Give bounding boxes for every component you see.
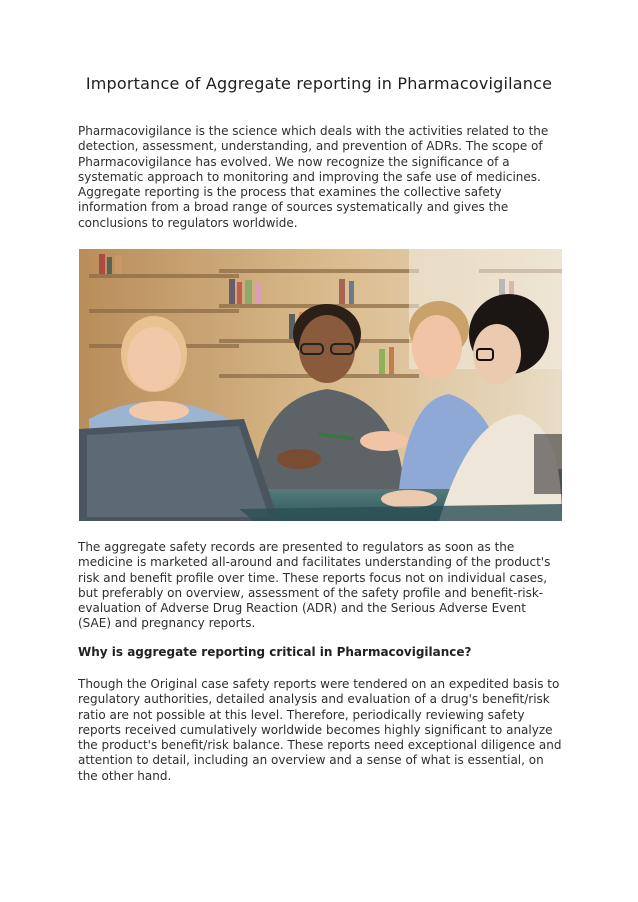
page-title: Importance of Aggregate reporting in Pharmacovigilance — [85, 74, 553, 93]
students-laptop-photo — [79, 249, 562, 521]
section-heading: Why is aggregate reporting critical in Pharmacovigilance? — [78, 645, 472, 659]
intro-paragraph: Pharmacovigilance is the science which deals with the activities related to the detection, assessment, understanding, and prevention of ADRs. The scope of Pharmacovigilance has evolved. We now recognize the significance of a systematic approach to monitoring and improving the safe use of medicines. Aggregate reporting is the process that examines the collective safety information from a broad range of sources systematically and gives the conclusions to regulators worldwide. — [78, 124, 549, 230]
rationale-paragraph: Though the Original case safety reports were tendered on an expedited basis to regulatory authorities, detailed analysis and evaluation of a drug's benefit/risk ratio are not possible at this level. Therefore, periodically reviewing safety reports received cumulatively worldwide becomes highly significant to analyze the product's benefit/risk balance. These reports need exceptional diligence and attention to detail, including an overview and a sense of what is essential, on the other hand. — [78, 677, 562, 783]
overview-paragraph: The aggregate safety records are presented to regulators as soon as the medicine is marketed all-around and facilitates understanding of the product's risk and benefit profile over time. These reports focus not on individual cases, but preferably on overview, assessment of the safety profile and benefit-risk-evaluation of Adverse Drug Reaction (ADR) and the Serious Adverse Event (SAE) and pregnancy reports. — [78, 540, 551, 631]
